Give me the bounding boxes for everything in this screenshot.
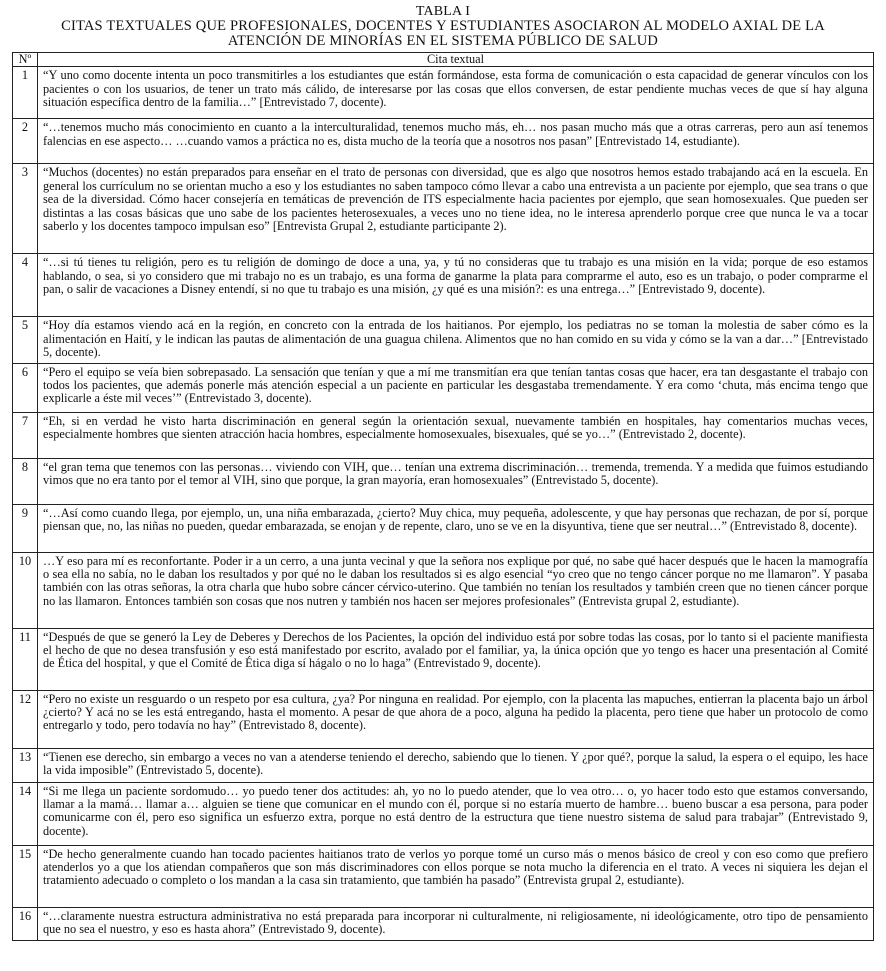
- row-number: 5: [13, 317, 38, 363]
- row-quote: …Y eso para mí es reconfortante. Poder ir a un cerro, a una junta vecinal y que la señora nos explique por qué, no sabe qué hacer después que le hacen la mamografía o sea ella no sabía, no le daban los resultados y por qué no le daban los resultados si es algo esencial “yo creo que no tengo cáncer porque no me llamaron”. Y pasaba también con las otras señoras, la otra charla que hubo sobre cáncer cérvico-uterino. Que también no tenían los resultados y también creen que no tienen cáncer porque no las llamaron. Entonces también son cosas que nos nutren y también nos hacen ser mejores profesionales” (Entrevista grupal 2, estudiante).: [38, 552, 874, 628]
- row-number: 12: [13, 690, 38, 748]
- row-quote: “De hecho generalmente cuando han tocado pacientes haitianos trato de verlos yo porque tomé un curso más o menos básico de creol y con eso como que prefiero atenderlos yo a que los atiendan compañeros que son más discriminadores con ellos porque se nota mucho la diferencia en el trato. A veces ni siquiera les dejan el tratamiento adecuado o completo o los mandan a la casa sin tratamiento, que también ha pasado” (Entrevista grupal 2, estudiante).: [38, 845, 874, 907]
- quotes-table: [12, 52, 874, 941]
- table-row: [13, 748, 874, 782]
- table-row: [13, 845, 874, 907]
- table-row: [13, 504, 874, 552]
- row-number: 4: [13, 254, 38, 317]
- row-quote: “Muchos (docentes) no están preparados para enseñar en el trato de personas con diversidad, que es algo que nosotros hemos estado trabajando acá en la escuela. En general los currículum no se orientan mucho a eso y los estudiantes no saben tampoco cómo llevar a cabo una entrevista a un paciente por ejemplo, que sea trans o que sea de la diversidad. Cómo hacer consejería en temáticas de prevención de ITS especialmente hacia pacientes por ejemplo, que sean homosexuales. Que pueden ser distintas a las cosas básicas que uno sabe de los pacientes heterosexuales, a veces uno no tiene idea, no le interesa aprenderlo porque cree que nunca le va a tocar saberlo y los docentes tampoco impulsan eso” [Entrevista Grupal 2, estudiante participante 2).: [38, 164, 874, 254]
- table-row: [13, 164, 874, 254]
- table-title-line-1: CITAS TEXTUALES QUE PROFESIONALES, DOCENTES Y ESTUDIANTES ASOCIARON AL MODELO AXIAL DE LA: [61, 18, 825, 34]
- row-number: 10: [13, 552, 38, 628]
- table-caption: [12, 4, 874, 49]
- table-row: [13, 254, 874, 317]
- row-number: 6: [13, 363, 38, 412]
- row-quote: “Y uno como docente intenta un poco transmitirles a los estudiantes que están formándose, esta forma de comunicación o esta capacidad de generar vínculos con los pacientes o con los usuarios, de tener un trato más cálido, de interesarse por las cosas que ellos conversen, de estar pendiente muchas veces de que sí hay alguna situación específica dentro de la familia…” [Entrevistado 7, docente).: [38, 67, 874, 119]
- row-quote: “Después de que se generó la Ley de Deberes y Derechos de los Pacientes, la opción del individuo está por sobre todas las cosas, por lo tanto si el paciente manifiesta el hecho de que no desea transfusión y eso está manifestado por escrito, avalado por el familiar, ya, la única opción que yo tengo es hacer una presentación al Comité de Ética del hospital, y que el Comité de Ética diga sí hágalo o no lo haga” (Entrevistado 9, docente).: [38, 628, 874, 690]
- table-row: [13, 363, 874, 412]
- row-quote: “Si me llega un paciente sordomudo… yo puedo tener dos actitudes: ah, yo no lo puedo atender, que lo vea otro… o, yo hacer todo esto que estamos conversando, llamar a la mamá… llamar a… alguien se tiene que comunicar en el mundo con él, porque si no estaría muerto de hambre… bueno buscar a esa persona, para poder comunicarme con él, pero eso significa un esfuerzo extra, porque no está dentro de la estructura que tiene nuestro sistema de salud para trabajar” (Entrevistado 9, docente).: [38, 782, 874, 845]
- row-number: 16: [13, 907, 38, 940]
- table-row: [13, 67, 874, 119]
- table-row: [13, 552, 874, 628]
- row-number: 7: [13, 412, 38, 458]
- row-number: 15: [13, 845, 38, 907]
- table-row: [13, 907, 874, 940]
- table-number: TABLA I: [415, 4, 471, 19]
- table-row: [13, 412, 874, 458]
- row-number: 11: [13, 628, 38, 690]
- row-quote: “…si tú tienes tu religión, pero es tu religión de domingo de doce a una, ya, y tú no consideras que tu trabajo es una misión en la vida; porque de eso estamos hablando, o sea, si yo considero que mi trabajo no es un trabajo, es una forma de ganarme la plata para comprarme el auto, eso es un trabajo, o poder comprarme el pan, o salir de vacaciones a Disney entendí, si no que tu trabajo es una misión, ¿y qué es una misión?: es una entrega…” [Entrevistado 9, docente).: [38, 254, 874, 317]
- table-header-row: [13, 53, 874, 67]
- row-number: 8: [13, 458, 38, 504]
- table-row: [13, 690, 874, 748]
- row-quote: “Eh, si en verdad he visto harta discriminación en general según la orientación sexual, nuevamente también en hospitales, hay comentarios muchas veces, especialmente hombres que sienten atracción hacia hombres, especialmente homosexuales, bisexuales, qué se yo…” (Entrevistado 2, docente).: [38, 412, 874, 458]
- row-number: 13: [13, 748, 38, 782]
- row-quote: “Pero el equipo se veía bien sobrepasado. La sensación que tenían y que a mí me transmitían era que tenían tantas cosas que hacer, era tan desgastante el trabajo con todos los pacientes, que además ponerle más atención especial a un paciente en particular les desgastaba tremendamente. Y era como ‘chuta, más encima tengo que explicarle a éste mil veces’” (Entrevistado 3, docente).: [38, 363, 874, 412]
- row-quote: “Tienen ese derecho, sin embargo a veces no van a atenderse teniendo el derecho, sabiendo que lo tienen. Y ¿por qué?, porque la salud, la espera o el equipo, les hace la vida imposible” (Entrevistado 5, docente).: [38, 748, 874, 782]
- row-number: 9: [13, 504, 38, 552]
- row-number: 2: [13, 119, 38, 164]
- row-quote: “Pero no existe un resguardo o un respeto por esa cultura, ¿ya? Por ninguna en realidad. Por ejemplo, con la placenta las mapuches, entierran la placenta bajo un árbol ¿cierto? Y acá no se les está entregando, hasta el momento. A pesar de que ahora de a poco, alguna ha pedido la placenta, pero tiene que haber un protocolo de como entregarlo y todo, pero todavía no hay” (Entrevistado 8, docente).: [38, 690, 874, 748]
- table-title-line-2: ATENCIÓN DE MINORÍAS EN EL SISTEMA PÚBLICO DE SALUD: [227, 33, 659, 49]
- row-quote: “…Así como cuando llega, por ejemplo, un, una niña embarazada, ¿cierto? Muy chica, muy pequeña, adolescente, y que hay personas que rechazan, de por sí, porque piensan que, no, las niñas no pueden, quedar embarazada, se enojan y de repente, claro, uno se ve en la disyuntiva, tiene que ser neutral…” (Entrevistado 8, docente).: [38, 504, 874, 552]
- row-quote: “Hoy día estamos viendo acá en la región, en concreto con la entrada de los haitianos. Por ejemplo, los pediatras no se toman la molestia de saber cómo es la alimentación en Haití, y le indican las pautas de alimentación de una guagua chilena. Alimentos que no han comido en su vida y cómo se la van a dar…” [Entrevistado 5, docente).: [38, 317, 874, 363]
- row-number: 3: [13, 164, 38, 254]
- row-quote: “el gran tema que tenemos con las personas… viviendo con VIH, que… tenían una extrema discriminación… tremenda, tremenda. Y a medida que fuimos estudiando vimos que no era tanto por el temor al VIH, sino que porque, la gran mayoría, eran homosexuales” (Entrevistado 5, docente).: [38, 458, 874, 504]
- row-quote: “…tenemos mucho más conocimiento en cuanto a la interculturalidad, tenemos mucho más, eh… nos pasan mucho más que a otras carreras, pero aun así tenemos falencias en ese aspecto… …cuando vamos a práctica no es, dista mucho de la teoría que a nosotros nos pasan” [Entrevistado 14, estudiante).: [38, 119, 874, 164]
- table-row: [13, 628, 874, 690]
- table-row: [13, 317, 874, 363]
- row-number: 14: [13, 782, 38, 845]
- row-quote: “…claramente nuestra estructura administrativa no está preparada para incorporar ni culturalmente, ni religiosamente, ni ideológicamente, otro tipo de pensamiento que no sea el nuestro, y eso es hasta ahora” (Entrevistado 9, docente).: [38, 907, 874, 940]
- header-number: Nº: [13, 53, 38, 67]
- table-row: [13, 782, 874, 845]
- table-row: [13, 119, 874, 164]
- header-quote: Cita textual: [38, 53, 874, 67]
- row-number: 1: [13, 67, 38, 119]
- table-row: [13, 458, 874, 504]
